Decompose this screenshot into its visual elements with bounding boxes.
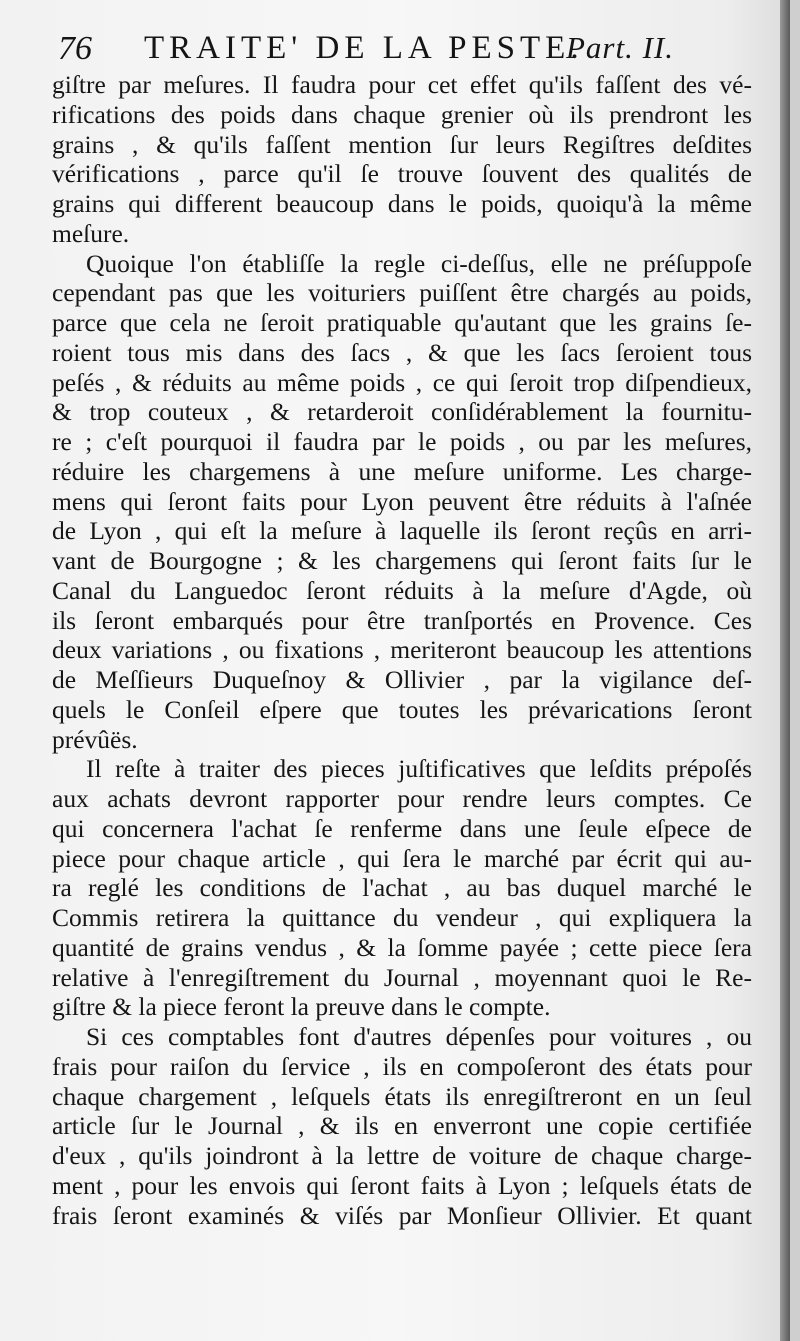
- text-line: mens qui ſeront faits pour Lyon peuvent être réduits à l'aſnée: [52, 486, 752, 516]
- text-line: aux achats devront rapporter pour rendre leurs comptes. Ce: [52, 784, 752, 813]
- text-line: parce que cela ne ſeroit pratiquable qu'autant que les grains ſe-: [52, 308, 752, 337]
- text-line: deux variations , ou fixations , meriteront beaucoup les attentions: [52, 635, 752, 665]
- text-line: meſure.: [52, 218, 130, 248]
- text-line: Si ces comptables font d'autres dépenſes pour voitures , ou: [86, 1022, 752, 1051]
- text-line: article ſur le Journal , & ils en enverront une copie certifiée: [52, 1111, 752, 1141]
- text-line: quantité de grains vendus , & la ſomme payée ; cette piece ſera: [52, 932, 752, 962]
- text-line: cependant pas que les voituriers puiſſent être chargés au poids,: [52, 278, 752, 308]
- text-line: & trop couteux , & retarderoit conſidérablement la fournitu-: [52, 397, 752, 427]
- text-line: quels le Conſeil eſpere que toutes les prévarications ſeront: [52, 694, 752, 724]
- text-line: giſtre par meſures. Il faudra pour cet effet qu'ils faſſent des vé-: [52, 70, 752, 99]
- text-line: frais pour raiſon du ſervice , ils en compoſeront des états pour: [52, 1051, 752, 1081]
- text-line: de Meſſieurs Duqueſnoy & Ollivier , par la vigilance deſ-: [52, 665, 752, 694]
- text-line: qui concernera l'achat ſe renferme dans une ſeule eſpece de: [52, 813, 752, 843]
- text-line: frais ſeront examinés & viſés par Monſieur Ollivier. Et quant: [52, 1200, 752, 1230]
- page-number: 76: [58, 30, 92, 67]
- text-line: prévûës.: [52, 724, 138, 754]
- text-line: Il reſte à traiter des pieces juſtificatives que leſdits prépoſés: [86, 754, 752, 784]
- text-line: grains qui different beaucoup dans le poids, quoiqu'à la même: [52, 189, 752, 218]
- text-line: ment , pour les envois qui ſeront faits à Lyon ; leſquels états de: [52, 1170, 752, 1200]
- text-line: ils ſeront embarqués pour être tranſportés en Provence. Ces: [52, 605, 752, 635]
- text-line: Quoique l'on établiſſe la regle ci-deſſus, elle ne préſuppoſe: [86, 248, 752, 278]
- running-title: TRAITE' DE LA PESTE.: [144, 30, 584, 66]
- text-line: vant de Bourgogne ; & les chargemens qui ſeront faits ſur le: [52, 546, 752, 575]
- page-edge-shadow: [780, 0, 790, 1341]
- text-line: réduire les chargemens à une meſure uniforme. Les charge-: [52, 456, 752, 486]
- text-line: peſés , & réduits au même poids , ce qui ſeroit trop diſpendieux,: [52, 367, 752, 397]
- text-line: rifications des poids dans chaque grenier où ils prendront les: [52, 99, 752, 129]
- text-line: re ; c'eſt pourquoi il faudra par le poids , ou par les meſures,: [52, 427, 752, 456]
- text-line: relative à l'enregiſtrement du Journal , moyennant quoi le Re-: [52, 962, 752, 992]
- text-line: d'eux , qu'ils joindront à la lettre de voiture de chaque charge-: [52, 1141, 752, 1170]
- text-line: Canal du Languedoc ſeront réduits à la meſure d'Agde, où: [52, 575, 752, 605]
- text-line: vérifications , parce qu'il ſe trouve ſouvent des qualités de: [52, 159, 752, 189]
- text-line: de Lyon , qui eſt la meſure à laquelle ils ſeront reçûs en arri-: [52, 516, 752, 546]
- text-line: Commis retirera la quittance du vendeur , qui expliquera la: [52, 903, 752, 932]
- text-line: piece pour chaque article , qui ſera le marché par écrit qui au-: [52, 843, 752, 873]
- text-line: giſtre & la piece feront la preuve dans le compte.: [52, 992, 551, 1022]
- text-line: chaque chargement , leſquels états ils enregiſtreront en un ſeul: [52, 1081, 752, 1111]
- text-line: ra reglé les conditions de l'achat , au bas duquel marché le: [52, 873, 752, 903]
- page-header: [58, 26, 748, 70]
- text-line: roient tous mis dans des ſacs , & que les ſacs ſeroient tous: [52, 337, 752, 367]
- part-label: Part. II.: [566, 30, 675, 65]
- text-line: grains , & qu'ils faſſent mention ſur leurs Regiſtres deſdites: [52, 129, 752, 159]
- body-text: [52, 70, 752, 1230]
